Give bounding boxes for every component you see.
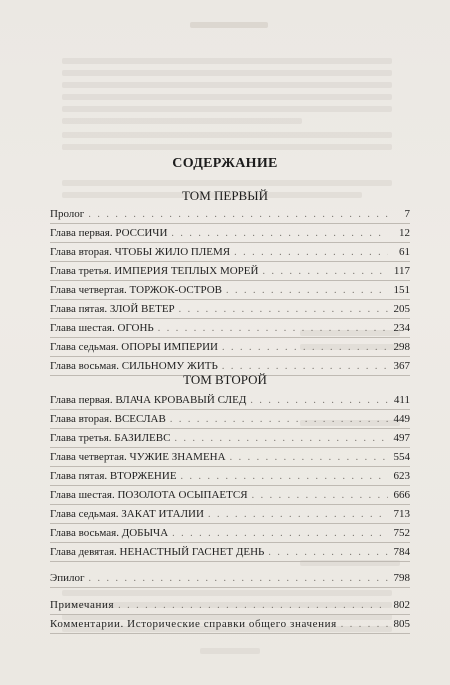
volume-heading-2: ТОМ ВТОРОЙ	[183, 372, 267, 387]
toc-entry-label: Комментарии. Исторические справки общего значения	[50, 618, 337, 630]
toc-entry-label: Глава четвертая. ЧУЖИЕ ЗНАМЕНА	[50, 451, 226, 463]
toc-entry-label: Глава восьмая. СИЛЬНОМУ ЖИТЬ	[50, 360, 218, 372]
dot-leader	[172, 525, 388, 543]
toc-entry-label: Примечания	[50, 599, 115, 611]
toc-entry-label: Глава четвертая. ТОРЖОК-ОСТРОВ	[50, 284, 222, 296]
toc-entry-label: Глава вторая. ЧТОБЫ ЖИЛО ПЛЕМЯ	[50, 246, 231, 258]
toc-entry-label: Глава третья. БАЗИЛЕВС	[50, 432, 171, 444]
dot-leader	[174, 430, 388, 448]
toc-entry-page: 798	[393, 572, 410, 584]
dot-leader	[226, 282, 388, 300]
toc-entry-page: 367	[393, 360, 410, 372]
toc-entry[interactable]	[50, 615, 410, 634]
toc-entry-label: Глава первая. ВЛАЧА КРОВАВЫЙ СЛЕД	[50, 394, 247, 406]
toc-entry-page: 713	[393, 508, 410, 520]
toc-entry-label: Пролог	[50, 208, 85, 220]
toc-entry-label: Глава седьмая. ОПОРЫ ИМПЕРИИ	[50, 341, 218, 353]
toc-entry-page: 623	[393, 470, 410, 482]
volume-heading-1: ТОМ ПЕРВЫЙ	[182, 188, 268, 203]
toc-entry[interactable]	[50, 448, 410, 467]
toc-title: СОДЕРЖАНИЕ	[172, 156, 278, 171]
toc-entry[interactable]	[50, 391, 410, 410]
toc-entry-page: 497	[393, 432, 410, 444]
dot-leader	[230, 449, 388, 467]
toc-entry-label: Глава пятая. ВТОРЖЕНИЕ	[50, 470, 177, 482]
toc-entry[interactable]	[50, 262, 410, 281]
toc-entry-page: 805	[393, 618, 410, 630]
dot-leader	[118, 597, 388, 615]
dot-leader	[171, 225, 388, 243]
toc-entry-label: Эпилог	[50, 572, 85, 584]
toc-entry-label: Глава пятая. ЗЛОЙ ВЕТЕР	[50, 303, 175, 315]
toc-entry-page: 298	[393, 341, 410, 353]
toc-entry-page: 151	[393, 284, 410, 296]
toc-entry-page: 117	[393, 265, 410, 277]
toc-entry[interactable]	[50, 410, 410, 429]
toc-entry[interactable]	[50, 486, 410, 505]
toc-entry-page: 205	[393, 303, 410, 315]
toc-entry[interactable]	[50, 224, 410, 243]
dot-leader	[208, 506, 388, 524]
dot-leader	[252, 487, 388, 505]
dot-leader	[89, 570, 388, 588]
toc-entry[interactable]	[50, 300, 410, 319]
dot-leader	[341, 616, 388, 634]
toc-entry[interactable]	[50, 543, 410, 562]
toc-entry-page: 666	[393, 489, 410, 501]
toc-entry-label: Глава седьмая. ЗАКАТ ИТАЛИИ	[50, 508, 204, 520]
toc-entry[interactable]	[50, 338, 410, 357]
toc-entry[interactable]	[50, 243, 410, 262]
toc-entry-page: 752	[393, 527, 410, 539]
toc-entry-page: 802	[393, 599, 410, 611]
toc-entry[interactable]	[50, 524, 410, 543]
toc-entry[interactable]	[50, 505, 410, 524]
toc-entry-label: Глава третья. ИМПЕРИЯ ТЕПЛЫХ МОРЕЙ	[50, 265, 259, 277]
toc-entry-label: Глава восьмая. ДОБЫЧА	[50, 527, 169, 539]
toc-entry-label: Глава шестая. ПОЗОЛОТА ОСЫПАЕТСЯ	[50, 489, 248, 501]
toc-entry-page: 411	[393, 394, 410, 406]
toc-entry[interactable]	[50, 319, 410, 338]
toc-entry-page: 61	[399, 246, 410, 258]
toc-entry-label: Глава первая. РОССИЧИ	[50, 227, 168, 239]
toc-entry[interactable]	[50, 281, 410, 300]
toc-entry-label: Глава девятая. НЕНАСТНЫЙ ГАСНЕТ ДЕНЬ	[50, 546, 265, 558]
toc-entry[interactable]	[50, 205, 410, 224]
toc-entry-page: 554	[393, 451, 410, 463]
toc-entry-page: 784	[393, 546, 410, 558]
toc-entry[interactable]	[50, 569, 410, 588]
toc-entry-page: 234	[393, 322, 410, 334]
toc-entry-page: 449	[393, 413, 410, 425]
toc-entry-label: Глава вторая. ВСЕСЛАВ	[50, 413, 166, 425]
dot-leader	[179, 301, 388, 319]
dot-leader	[181, 468, 388, 486]
toc-entry[interactable]	[50, 467, 410, 486]
toc-entry-label: Глава шестая. ОГОНЬ	[50, 322, 154, 334]
dot-leader	[268, 544, 388, 562]
dot-leader	[250, 392, 388, 410]
dot-leader	[222, 339, 388, 357]
toc-entry[interactable]	[50, 596, 410, 615]
dot-leader	[170, 411, 388, 429]
toc-entry-page: 12	[399, 227, 410, 239]
dot-leader	[262, 263, 388, 281]
toc-entry-page: 7	[404, 208, 410, 220]
dot-leader	[234, 244, 388, 262]
toc-entry[interactable]	[50, 429, 410, 448]
dot-leader	[158, 320, 388, 338]
dot-leader	[88, 206, 388, 224]
